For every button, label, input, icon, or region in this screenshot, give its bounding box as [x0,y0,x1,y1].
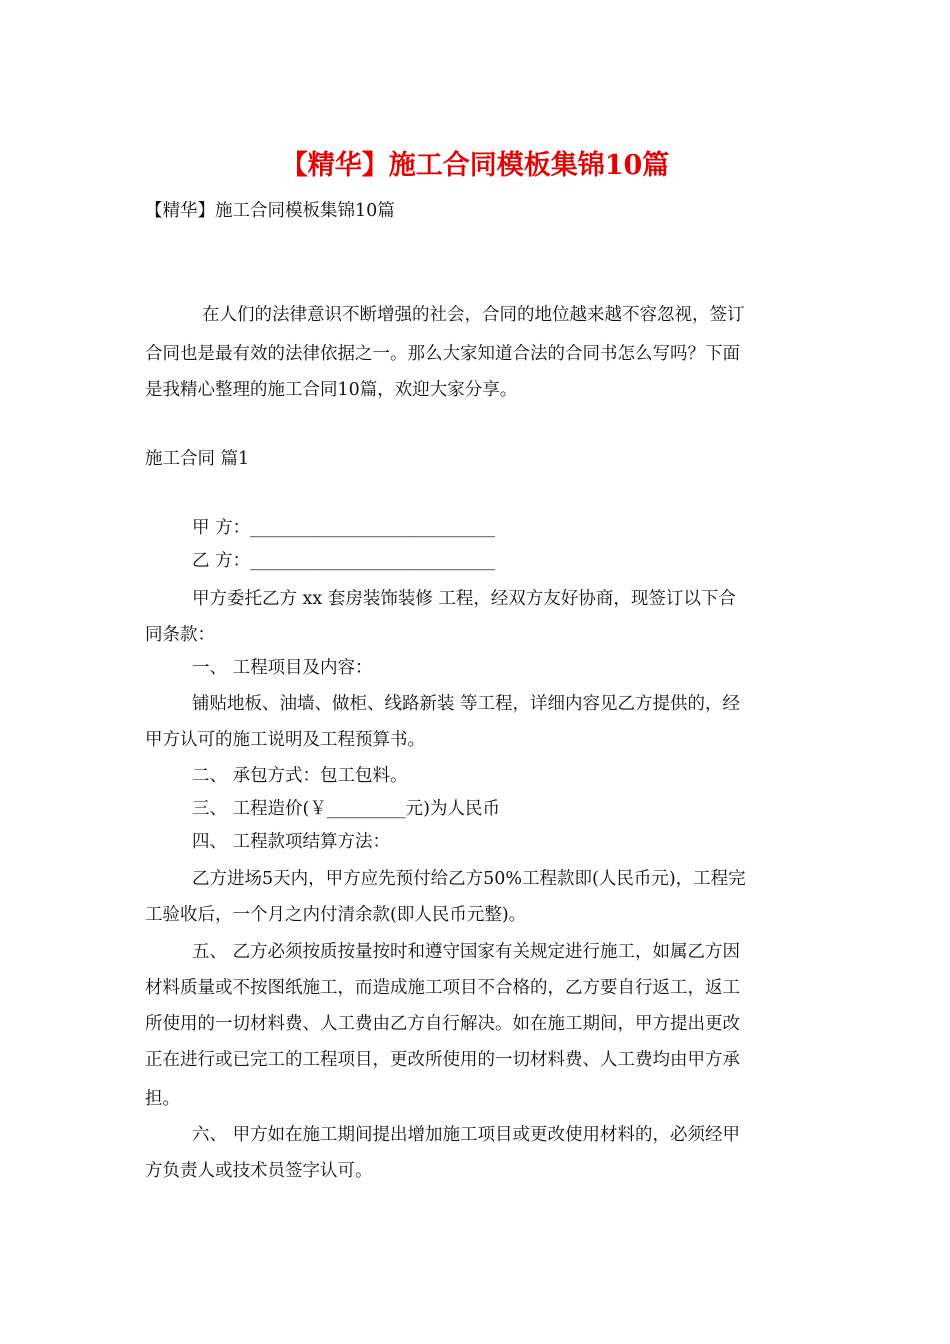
body-line: 甲方认可的施工说明及工程预算书。 [145,730,425,750]
clause-heading: 一、 工程项目及内容： [192,658,373,678]
document-title: 【精华】施工合同模板集锦10篇 [280,150,670,181]
clause-heading: 二、 承包方式：包工包料。 [192,766,408,786]
body-line: 工验收后，一个月之内付清余款(即人民币元整)。 [145,905,527,925]
body-line: 所使用的一切材料费、人工费由乙方自行解决。如在施工期间，甲方提出更改 [145,1014,740,1034]
document-subtitle: 【精华】施工合同模板集锦10篇 [145,201,395,221]
body-line: 方负责人或技术员签字认可。 [145,1161,373,1181]
intro-line: 是我精心整理的施工合同10篇，欢迎大家分享。 [145,380,518,400]
clause-heading: 五、 乙方必须按质按量按时和遵守国家有关规定进行施工，如属乙方因 [192,942,741,962]
body-line: 同条款： [145,625,215,645]
body-line: 甲方委托乙方 xx 套房装饰装修 工程，经双方友好协商，现签订以下合 [192,589,736,609]
section-heading: 施工合同 篇1 [145,449,250,469]
intro-line: 合同也是最有效的法律依据之一。那么大家知道合法的合同书怎么写吗？下面 [145,344,740,364]
clause-heading: 三、 工程造价(￥_________元)为人民币 [192,799,500,819]
party-b-line: 乙 方：____________________________ [192,551,496,571]
body-line: 铺贴地板、油墙、做柜、线路新装 等工程，详细内容见乙方提供的，经 [192,694,741,714]
body-line: 材料质量或不按图纸施工，而造成施工项目不合格的，乙方要自行返工，返工 [145,978,740,998]
clause-heading: 四、 工程款项结算方法： [192,832,391,852]
body-line: 担。 [145,1089,180,1109]
clause-heading: 六、 甲方如在施工期间提出增加施工项目或更改使用材料的，必须经甲 [192,1125,741,1145]
party-a-line: 甲 方：____________________________ [192,518,496,538]
body-line: 乙方进场5天内，甲方应先预付给乙方50%工程款即(人民币元)，工程完 [192,869,746,889]
body-line: 正在进行或已完工的工程项目，更改所使用的一切材料费、人工费均由甲方承 [145,1050,740,1070]
intro-line: 在人们的法律意识不断增强的社会，合同的地位越来越不容忽视，签订 [202,305,745,325]
